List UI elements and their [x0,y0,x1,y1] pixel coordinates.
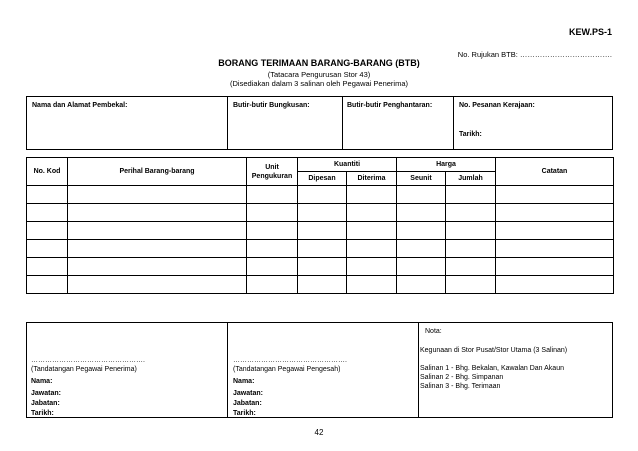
table-row [27,240,614,258]
note-usage: Kegunaan di Stor Pusat/Stor Utama (3 Salinan) [420,347,568,354]
verifier-date-label: Tarikh: [233,410,256,417]
table-cell[interactable] [446,204,496,222]
header-quantity: Kuantiti [298,158,397,172]
verifier-signature-line: …………………………………………. [233,357,347,364]
order-date-label: Tarikh: [459,131,482,138]
table-row [27,276,614,294]
divider [342,97,343,149]
verifier-signature-caption: (Tandatangan Pegawai Pengesah) [233,366,341,373]
form-subtitle-copies: (Disediakan dalam 3 salinan oleh Pegawai Penerima) [229,79,408,88]
header-code: No. Kod [27,158,68,186]
divider [418,323,419,417]
table-cell[interactable] [446,276,496,294]
verifier-department-label: Jabatan: [233,400,262,407]
verifier-position-label: Jawatan: [233,390,263,397]
items-table [26,157,614,294]
divider [227,323,228,417]
table-cell[interactable] [347,222,397,240]
table-header-row [27,158,614,172]
header-received: Diterima [347,172,397,186]
table-cell[interactable] [397,240,446,258]
table-cell[interactable] [397,204,446,222]
table-cell[interactable] [496,186,614,204]
table-cell[interactable] [397,186,446,204]
receiver-name-label: Nama: [31,378,53,385]
table-row [27,204,614,222]
table-cell[interactable] [347,240,397,258]
table-cell[interactable] [247,258,298,276]
table-cell[interactable] [397,258,446,276]
divider [227,97,228,149]
table-cell[interactable] [298,186,347,204]
table-cell[interactable] [446,240,496,258]
table-cell[interactable] [298,240,347,258]
table-cell[interactable] [27,186,68,204]
form-code: KEW.PS-1 [568,27,612,37]
reference-number: No. Rujukan BTB: ………………………………. [457,50,612,59]
table-row [27,258,614,276]
table-cell[interactable] [298,276,347,294]
table-cell[interactable] [446,258,496,276]
table-cell[interactable] [68,258,247,276]
table-cell[interactable] [347,258,397,276]
supplier-info-box [26,96,613,150]
table-cell[interactable] [68,276,247,294]
table-cell[interactable] [347,204,397,222]
table-cell[interactable] [27,204,68,222]
note-copy-1: Salinan 1 - Bhg. Bekalan, Kawalan Dan Akaun [420,365,564,372]
receiver-signature-caption: (Tandatangan Pegawai Penerima) [31,366,137,373]
table-cell[interactable] [68,186,247,204]
header-unit-price: Seunit [397,172,446,186]
table-cell[interactable] [298,204,347,222]
table-cell[interactable] [496,258,614,276]
table-cell[interactable] [68,204,247,222]
table-cell[interactable] [247,222,298,240]
table-cell[interactable] [347,186,397,204]
header-price: Harga [397,158,496,172]
verifier-name-label: Nama: [233,378,255,385]
table-cell[interactable] [27,258,68,276]
table-cell[interactable] [27,240,68,258]
header-description: Perihal Barang-barang [68,158,247,186]
header-unit: Unit Pengukuran [247,158,298,186]
header-notes: Catatan [496,158,614,186]
supplier-label: Nama dan Alamat Pembekal: [32,102,128,109]
header-total: Jumlah [446,172,496,186]
delivery-details-label: Butir-butir Penghantaran: [347,102,433,109]
signature-box [26,322,613,418]
note-copy-2: Salinan 2 - Bhg. Simpanan [420,374,504,381]
table-cell[interactable] [247,240,298,258]
divider [453,97,454,149]
header-ordered: Dipesan [298,172,347,186]
government-order-label: No. Pesanan Kerajaan: [459,102,535,109]
table-cell[interactable] [68,240,247,258]
note-copy-3: Salinan 3 - Bhg. Terimaan [420,383,501,390]
table-cell[interactable] [68,222,247,240]
form-subtitle-procedure: (Tatacara Pengurusan Stor 43) [267,70,371,79]
table-cell[interactable] [496,240,614,258]
table-cell[interactable] [27,276,68,294]
table-cell[interactable] [27,222,68,240]
table-cell[interactable] [298,258,347,276]
table-cell[interactable] [446,222,496,240]
table-cell[interactable] [397,222,446,240]
table-cell[interactable] [496,276,614,294]
package-details-label: Butir-butir Bungkusan: [233,102,310,109]
table-cell[interactable] [446,186,496,204]
page-number: 42 [314,428,324,437]
table-cell[interactable] [247,204,298,222]
table-cell[interactable] [247,276,298,294]
table-row [27,222,614,240]
table-cell[interactable] [496,222,614,240]
table-cell[interactable] [247,186,298,204]
table-cell[interactable] [347,276,397,294]
receiver-date-label: Tarikh: [31,410,54,417]
receiver-department-label: Jabatan: [31,400,60,407]
table-cell[interactable] [298,222,347,240]
receiver-signature-line: …………………………………………. [31,357,145,364]
table-row [27,186,614,204]
table-cell[interactable] [397,276,446,294]
receiver-position-label: Jawatan: [31,390,61,397]
form-title: BORANG TERIMAAN BARANG-BARANG (BTB) [218,58,420,68]
note-title: Nota: [425,328,442,335]
table-cell[interactable] [496,204,614,222]
